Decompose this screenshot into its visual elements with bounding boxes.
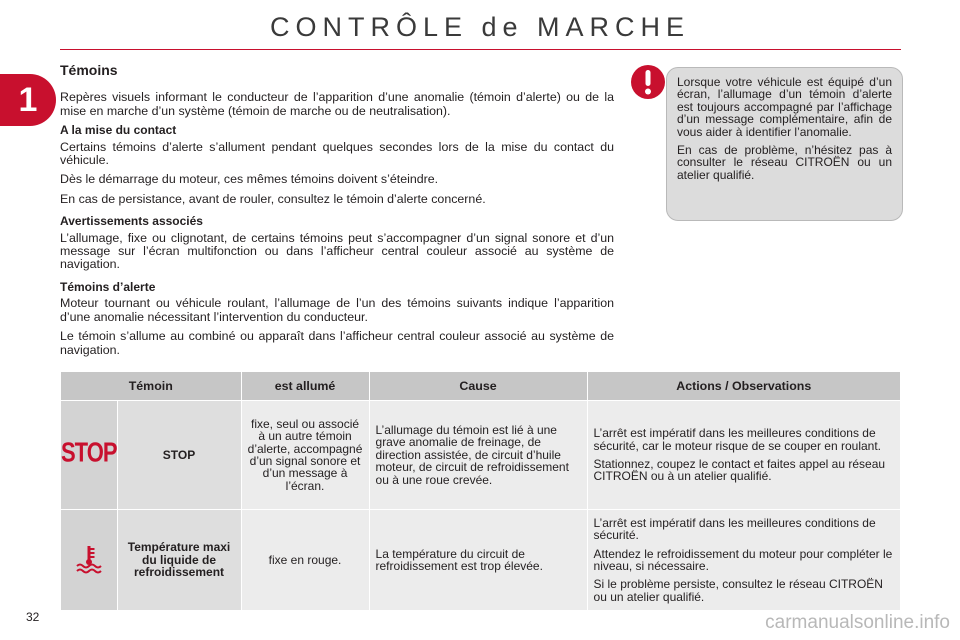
coolant-temperature-icon [74,544,104,574]
column-header-allume: est allumé [241,372,369,401]
paragraph: En cas de persistance, avant de rouler, consultez le témoin d’alerte concerné. [60,191,486,206]
column-header-cause: Cause [369,372,587,401]
page-number: 32 [26,610,40,624]
intro-section [60,64,614,363]
note-paragraph: Lorsque votre véhicule est équipé d’un écran, l’allumage d’un témoin d’alerte est toujours accompagné par l’affichage d’un message complémentaire, afin de vous aider à identifier l’anomalie. [677,75,892,139]
title-divider [60,49,901,50]
paragraph: Dès le démarrage du moteur, ces mêmes témoins doivent s’éteindre. [60,172,439,187]
subsection-heading-warnings: Avertissements associés [60,214,203,229]
info-note [666,67,903,221]
subsection-heading-contact: A la mise du contact [60,123,177,138]
paragraph: Certains témoins d’alerte s’allument pendant quelques secondes lors de la mise du contact du véhicule. [60,139,614,168]
section-heading: Témoins [60,62,118,78]
warning-name: STOP [117,401,241,510]
warning-cause: La température du circuit de refroidissement est trop élevée. [369,510,587,611]
action-text: L’arrêt est impératif dans les meilleures conditions de sécurité. [593,515,876,543]
paragraph: L’allumage, fixe ou clignotant, de certains témoins peut s’accompagner d’un signal sonore et d’un message sur l’écran multifonction ou dans l’afficheur central couleur associé au système de navigation. [60,230,614,272]
warning-actions [587,401,900,510]
table-header-row [61,372,901,401]
stop-icon-text: STOP [61,436,117,469]
warning-lights-table [60,371,901,611]
table-row [61,401,901,510]
intro-paragraph: Repères visuels informant le conducteur de l’apparition d’une anomalie (témoin d’alerte) ou de la mise en marche d’un système (témoin de marche ou de neutralisation). [60,90,614,118]
exclamation-icon [630,64,666,100]
subsection-heading-alerts: Témoins d’alerte [60,279,156,294]
stop-warning-icon [61,401,118,510]
column-header-actions: Actions / Observations [587,372,900,401]
action-text: Attendez le refroidissement du moteur pour compléter le niveau, si nécessaire. [593,546,893,573]
action-text: L’arrêt est impératif dans les meilleures conditions de sécurité, car le moteur risque de se couper en roulant. [593,426,881,453]
table-row [61,510,901,611]
watermark: carmanualsonline.info [765,612,950,633]
paragraph: Le témoin s’allume au combiné ou apparaît dans l’afficheur central couleur associé au système de navigation. [60,329,614,357]
warning-actions [587,510,900,611]
warning-cause: L’allumage du témoin est lié à une grave anomalie de freinage, de direction assistée, de circuit d’huile moteur, de circuit de refroidissement ou à une roue crevée. [369,401,587,510]
chapter-tab: 1 [0,74,56,126]
note-paragraph: En cas de problème, n’hésitez pas à consulter le réseau CITROËN ou un atelier qualifié. [677,143,892,182]
paragraph: Moteur tournant ou véhicule roulant, l’allumage de l’un des témoins suivants indique l’apparition d’une anomalie nécessitant l’intervention du conducteur. [60,296,614,324]
page-title: CONTRÔLE de MARCHE [269,12,691,42]
warning-state: fixe, seul ou associé à un autre témoin d’alerte, accompagné d’un signal sonore et d’un message à l’écran. [241,401,369,510]
warning-name: Température maxi du liquide de refroidissement [117,510,241,611]
action-text: Si le problème persiste, consultez le réseau CITROËN ou un atelier qualifié. [593,577,883,604]
action-text: Stationnez, coupez le contact et faites appel au réseau CITROËN ou à un atelier qualifié. [593,457,886,484]
warning-state: fixe en rouge. [241,510,369,611]
column-header-temoin: Témoin [61,372,242,401]
